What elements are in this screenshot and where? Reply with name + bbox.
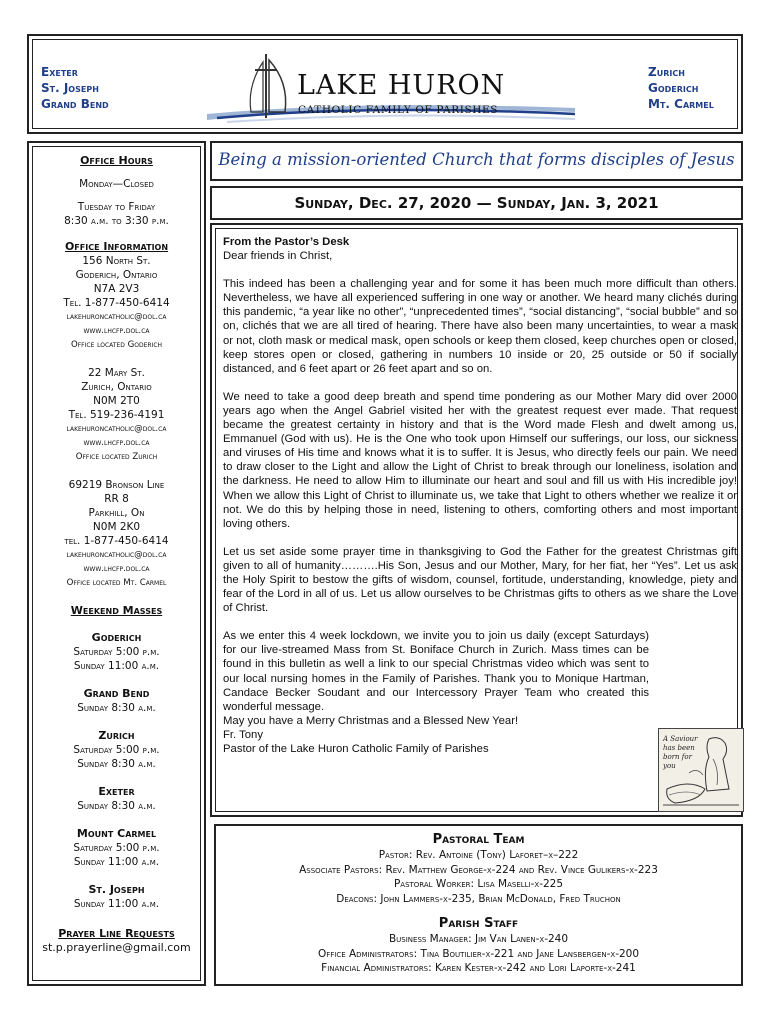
parish-name: St. Joseph xyxy=(41,81,99,95)
logo-title: LAKE HURON xyxy=(297,70,506,101)
office-postal: N7A 2V3 xyxy=(93,283,140,295)
staff-line: Business Manager: Jim Van Lanen-x-240 xyxy=(388,933,569,945)
staff-line: Deacons: John Lammers-x-235, Brian McDonald, Fred Truchon xyxy=(336,892,621,905)
office-location: Office located Zurich xyxy=(75,452,158,462)
letter-closing: May you have a Merry Christmas and a Blessed New Year! xyxy=(223,714,519,727)
office-street: 22 Mary St. xyxy=(88,367,145,379)
parish-name: Zurich xyxy=(648,65,685,79)
office-street: 156 North St. xyxy=(82,255,151,267)
mass-block-zurich xyxy=(33,729,200,771)
prayer-line-email-link[interactable]: st.p.prayerline@gmail.com xyxy=(42,941,191,954)
tagline-box xyxy=(210,141,743,181)
pastoral-team-heading: Pastoral Team xyxy=(432,832,525,847)
office-hours-monday: Monday—Closed xyxy=(79,178,154,190)
letter-signature-title: Pastor of the Lake Huron Catholic Family of Parishes xyxy=(223,743,489,755)
mass-block-goderich xyxy=(33,631,200,673)
mass-church: Exeter xyxy=(98,785,135,798)
parish-name: Grand Bend xyxy=(41,97,109,111)
office-email-link[interactable]: lakehuroncatholic@dol.ca xyxy=(66,550,167,560)
sidebar-inner xyxy=(32,146,201,981)
letter-paragraph: As we enter this 4 week lockdown, we invite you to join us daily (except Saturdays) for our live-streamed Mass from St. Boniface Church in Zurich. Mass times can be found in this bulletin as well a link to our special Christmas video which was sent to our local nursing homes in the Family of Parishes. Thank you to Monique Hartman, Candace Becker Soudant and our Intercessory Prayer Team who created this wonderful message. xyxy=(223,630,649,713)
bulletin-date-range: Sunday, Dec. 27, 2020 — Sunday, Jan. 3, 2021 xyxy=(294,194,659,212)
date-range-box xyxy=(210,186,743,220)
logo-subtitle: CATHOLIC FAMILY OF PARISHES xyxy=(298,104,499,116)
weekend-masses-heading: Weekend Masses xyxy=(70,604,163,617)
office-info-heading: Office Information xyxy=(64,240,169,253)
letter-last-block xyxy=(223,629,649,756)
header-inner-border xyxy=(32,39,738,129)
office-website-link[interactable]: www.lhcfp.dol.ca xyxy=(83,564,150,574)
letter-title: From the Pastor’s Desk xyxy=(223,236,350,248)
mass-church: St. Joseph xyxy=(88,883,145,896)
office-phone: Tel. 1-877-450-6414 xyxy=(63,297,170,309)
staff-directory-box xyxy=(214,824,743,986)
letter-paragraph: We need to take a good deep breath and spend time pondering as our Mother Mary did over 2000 years ago when the Angel Gabriel visited her with the greatest request ever made. That request became the greatest certainty in history and that is the Word made Flesh and dwelt among us, Emmanuel (God with us). He is the One who took upon Himself our sufferings, our loss, our sickness and viruses of His time and knows what it is to suffer. It is Jesus, who directly feels our pain. We need to draw closer to the Light and allow the Light of Christ to break through our loneliness, isolation and the darkness. He need to allow Him to illuminate our heart and soul and fill us with His incredible joy! When we allow this Light of Christ to illuminate us, we take that Light to others whether we realize it or not. We do this by helping those in need, listening to others, comforting others and most important loving others. xyxy=(223,390,737,530)
office-email-link[interactable]: lakehuroncatholic@dol.ca xyxy=(66,312,167,322)
office-email-link[interactable]: lakehuroncatholic@dol.ca xyxy=(66,424,167,434)
mass-time: Saturday 5:00 p.m. xyxy=(73,842,160,854)
letter-signature: Fr. Tony xyxy=(223,728,263,741)
office-city: Zurich, Ontario xyxy=(81,381,152,393)
mass-church: Goderich xyxy=(91,631,142,644)
prayer-line-heading: Prayer Line Requests xyxy=(58,927,175,940)
letter-greeting: Dear friends in Christ, xyxy=(223,250,333,263)
sidebar xyxy=(27,141,206,986)
office-city: RR 8 xyxy=(104,493,129,505)
pastor-letter-box xyxy=(210,223,743,817)
office-block-zurich xyxy=(33,366,200,464)
mass-time: Sunday 8:30 a.m. xyxy=(77,758,156,770)
mass-block-st-joseph xyxy=(33,883,200,911)
office-location: Office located Mt. Carmel xyxy=(66,578,167,588)
parish-name: Mt. Carmel xyxy=(648,97,714,111)
mass-time: Sunday 11:00 a.m. xyxy=(73,898,160,910)
mass-block-grand-bend xyxy=(33,687,200,715)
mass-church: Grand Bend xyxy=(83,687,150,700)
staff-line: Financial Administrators: Karen Kester-x-242 and Lori Laporte-x-241 xyxy=(321,962,636,974)
office-block-mt-carmel xyxy=(33,478,200,590)
office-hours-times: 8:30 a.m. to 3:30 p.m. xyxy=(64,215,169,227)
header-right-parishes xyxy=(648,64,714,112)
mass-time: Saturday 5:00 p.m. xyxy=(73,744,160,756)
office-hours-heading: Office Hours xyxy=(80,154,153,167)
office-block-goderich xyxy=(33,254,200,352)
office-website-link[interactable]: www.lhcfp.dol.ca xyxy=(83,438,150,448)
illustration-caption: A Saviour has been born for you xyxy=(663,735,698,770)
pastor-letter xyxy=(223,235,737,756)
mass-time: Sunday 8:30 a.m. xyxy=(77,800,156,812)
office-town: Parkhill, On xyxy=(88,507,145,519)
nativity-illustration xyxy=(658,728,744,812)
mass-block-mount-carmel xyxy=(33,827,200,869)
letter-paragraph: Let us set aside some prayer time in thanksgiving to God the Father for the greatest Christmas gift given to all of humanity……….His Son, Jesus and our Mother, Mary, for her fiat, her “Yes”. Let us ask the Holy Spirit to bestow the gifts of wisdom, counsel, fortitude, understanding, knowledge, piety and fear of the Lord in all of us. Let us allow ourselves to be Christmas gifts to others as we share the Love of Christ. xyxy=(223,545,737,615)
staff-line: Pastoral Worker: Lisa Maselli-x-225 xyxy=(393,878,564,890)
office-website-link[interactable]: www.lhcfp.dol.ca xyxy=(83,326,150,336)
office-street: 69219 Bronson Line xyxy=(68,479,165,491)
office-location: Office located Goderich xyxy=(70,340,163,350)
parish-name: Goderich xyxy=(648,81,699,95)
office-city: Goderich, Ontario xyxy=(75,269,158,281)
nativity-sketch-icon xyxy=(659,729,743,811)
mission-tagline: Being a mission-oriented Church that forms disciples of Jesus xyxy=(218,150,735,169)
mass-block-exeter xyxy=(33,785,200,813)
mass-time: Sunday 8:30 a.m. xyxy=(77,702,156,714)
staff-line: Associate Pastors: Rev. Matthew George-x-224 and Rev. Vince Gulikers-x-223 xyxy=(299,863,658,876)
header-left-parishes xyxy=(41,64,109,112)
staff-line: Pastor: Rev. Antoine (Tony) Laforet–x–222 xyxy=(378,849,579,861)
office-postal: N0M 2K0 xyxy=(92,521,141,533)
letter-paragraph: This indeed has been a challenging year and for some it has been much more difficult than others. Nevertheless, we have all experienced suffering in one way or another. We heard many clichés during this pandemic, “a year like no other”, “unprecedented times”, “social distancing”, “social bubble” and so on, clichés that we are all tired of hearing. There have also been many uncertainties, to wear a mask or not, cloth mask or medical mask, open schools or keep them closed, keep churches open or closed, keep stores open or closed, gathering in numbers 10 inside or 20, 25 outside or 50 if socially distanced, and 6 feet apart or 26 feet apart and so on. xyxy=(223,278,737,375)
mass-church: Zurich xyxy=(98,729,135,742)
mass-time: Sunday 11:00 a.m. xyxy=(73,856,160,868)
pastor-letter-inner xyxy=(215,228,738,812)
bulletin-header xyxy=(27,34,743,134)
office-hours-days: Tuesday to Friday xyxy=(77,201,156,213)
office-phone: tel. 1-877-450-6414 xyxy=(64,535,169,547)
mass-church: Mount Carmel xyxy=(76,827,157,840)
parish-staff-heading: Parish Staff xyxy=(438,916,519,931)
staff-line: Office Administrators: Tina Boutilier-x-221 and Jane Lansbergen-x-200 xyxy=(317,947,640,960)
office-postal: N0M 2T0 xyxy=(93,395,140,407)
office-phone: Tel. 519-236-4191 xyxy=(68,409,165,421)
mass-time: Sunday 11:00 a.m. xyxy=(73,660,160,672)
lake-huron-logo xyxy=(207,48,575,132)
parish-name: Exeter xyxy=(41,65,78,79)
mass-time: Saturday 5:00 p.m. xyxy=(73,646,160,658)
